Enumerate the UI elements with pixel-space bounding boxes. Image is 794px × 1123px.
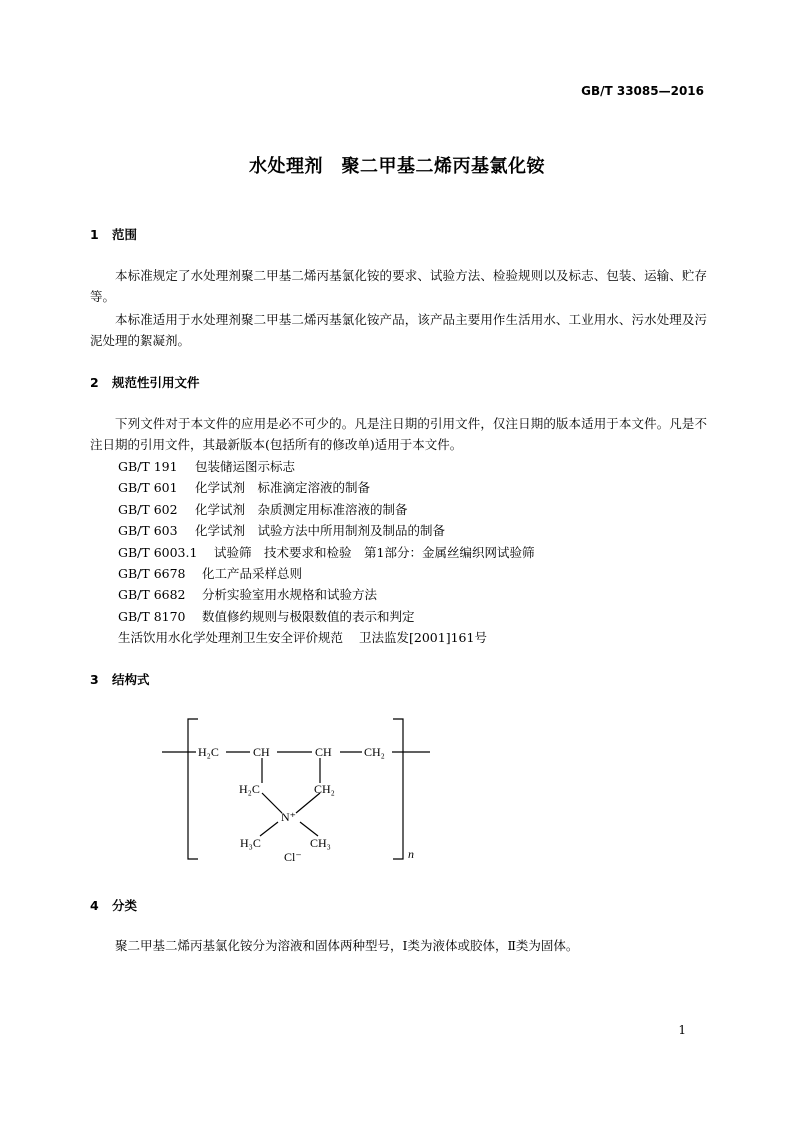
section-title: 规范性引用文件	[112, 375, 200, 390]
reference-title: 化学试剂 标准滴定溶液的制备	[195, 480, 371, 496]
chloride-anion: Cl⁻	[284, 850, 302, 864]
section-number: 1	[90, 227, 99, 242]
section-title: 分类	[112, 898, 138, 913]
reference-list	[118, 456, 534, 649]
document-title: 水处理剂 聚二甲基二烯丙基氯化铵	[249, 156, 545, 177]
bond-line	[296, 793, 320, 813]
group-ch: CH	[315, 745, 332, 759]
reference-item	[118, 563, 534, 584]
reference-code: GB/T 6682	[118, 587, 186, 603]
reference-item	[118, 456, 534, 477]
bond-line	[262, 793, 282, 813]
reference-item	[118, 477, 534, 498]
section-heading-structure	[90, 670, 150, 688]
page-number: 1	[678, 1023, 686, 1037]
section-number: 4	[90, 898, 99, 913]
bond-line	[300, 822, 318, 836]
reference-item	[118, 542, 534, 563]
reference-code: GB/T 8170	[118, 608, 186, 624]
section-title: 范围	[112, 227, 138, 242]
reference-title: 化学试剂 试验方法中所用制剂及制品的制备	[195, 523, 446, 539]
scope-paragraph-1: 本标准规定了水处理剂聚二甲基二烯丙基氯化铵的要求、试验方法、检验规则以及标志、包装、运输、贮存等。	[90, 268, 707, 304]
reference-title: 试验筛 技术要求和检验 第1部分：金属丝编织网试验筛	[214, 544, 535, 560]
group-ch3: CH₃	[310, 836, 331, 850]
group-ch: CH	[253, 745, 270, 759]
nitrogen-cation: N⁺	[281, 810, 296, 824]
bond-line	[260, 822, 278, 836]
reference-code: GB/T 602	[118, 501, 178, 517]
reference-item	[118, 606, 534, 627]
reference-title: 数值修约规则与极限数值的表示和判定	[202, 608, 415, 624]
reference-title: 化工产品采样总则	[202, 565, 303, 581]
reference-title: 分析实验室用水规格和试验方法	[202, 587, 378, 603]
group-h3c: H₃C	[240, 836, 261, 850]
group-ch2: CH₂	[364, 745, 385, 759]
section-heading-normative-refs	[90, 373, 200, 391]
section-heading-classification	[90, 896, 137, 914]
reference-code: 生活饮用水化学处理剂卫生安全评价规范	[118, 630, 344, 646]
reference-code: GB/T 603	[118, 523, 178, 539]
scope-paragraph-2: 本标准适用于水处理剂聚二甲基二烯丙基氯化铵产品，该产品主要用作生活用水、工业用水、污水处理及污泥处理的絮凝剂。	[90, 312, 707, 348]
reference-code: GB/T 6678	[118, 565, 186, 581]
reference-item	[118, 627, 534, 648]
reference-code: GB/T 191	[118, 459, 178, 474]
group-h2c-ring: H₂C	[239, 782, 260, 796]
reference-code: GB/T 601	[118, 480, 178, 496]
group-ch2-ring: CH₂	[314, 782, 335, 796]
left-bracket	[188, 719, 198, 859]
reference-code: GB/T 6003.1	[118, 544, 198, 560]
section-heading-scope	[90, 225, 137, 243]
structural-formula	[150, 705, 450, 875]
reference-item	[118, 520, 534, 541]
section-number: 3	[90, 672, 99, 687]
standard-code: GB/T 33085—2016	[581, 84, 704, 98]
section-number: 2	[90, 375, 99, 390]
reference-title: 化学试剂 杂质测定用标准溶液的制备	[195, 501, 408, 517]
reference-item	[118, 499, 534, 520]
repeat-unit-n: n	[408, 847, 414, 861]
reference-item	[118, 584, 534, 605]
group-h2c: H₂C	[198, 745, 219, 759]
reference-title: 包装储运图示标志	[195, 459, 296, 474]
reference-title: 卫法监发[2001]161号	[359, 630, 487, 646]
right-bracket	[393, 719, 403, 859]
classification-paragraph: 聚二甲基二烯丙基氯化铵分为溶液和固体两种型号，Ⅰ类为液体或胶体，Ⅱ类为固体。	[115, 938, 579, 953]
section-title: 结构式	[112, 672, 150, 687]
normative-refs-intro: 下列文件对于本文件的应用是必不可少的。凡是注日期的引用文件，仅注日期的版本适用于本文件。凡是不注日期的引用文件，其最新版本(包括所有的修改单)适用于本文件。	[90, 416, 707, 452]
